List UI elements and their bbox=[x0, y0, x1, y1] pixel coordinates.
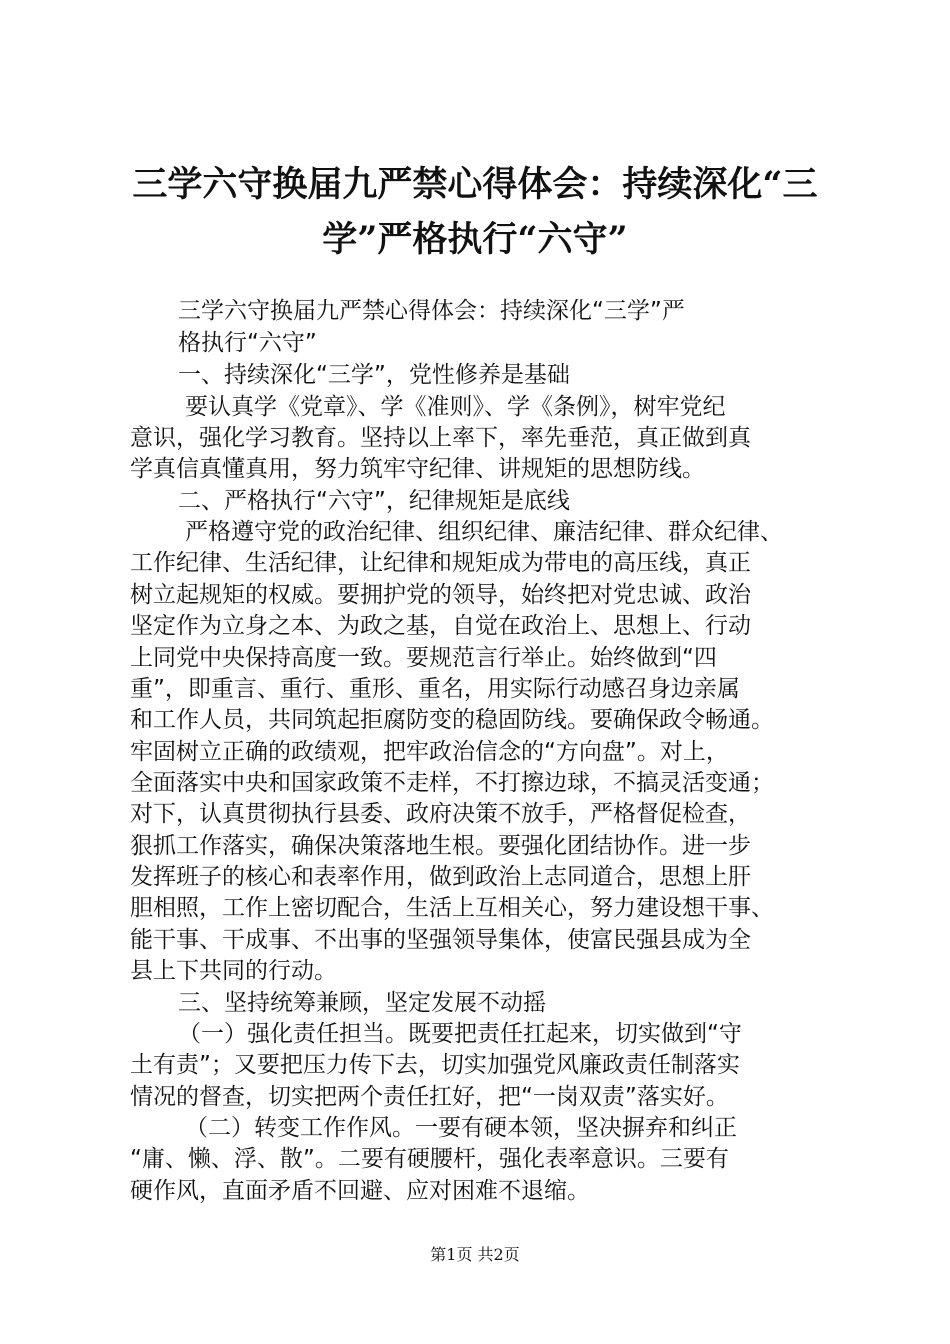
section-heading-1: 一、持续深化“三学”，党性修养是基础 bbox=[178, 362, 570, 388]
paragraph-line: 牢固树立正确的政绩观，把牢政治信念的“方向盘”。对上， bbox=[130, 739, 729, 765]
paragraph-line: 情况的督查，切实把两个责任扛好，把“一岗双责”落实好。 bbox=[130, 1084, 729, 1110]
section-heading-3: 三、坚持统筹兼顾，坚定发展不动摇 bbox=[178, 990, 546, 1016]
paragraph-line: 发挥班子的核心和表率作用，做到政治上志同道合，思想上肝 bbox=[130, 864, 751, 890]
document-title-line-2: 学”严格执行“六守” bbox=[322, 219, 628, 260]
section-heading-2: 二、严格执行“六守”，纪律规矩是底线 bbox=[178, 488, 570, 514]
paragraph-line: 硬作风，直面矛盾不回避、应对困难不退缩。 bbox=[130, 1178, 590, 1204]
paragraph-line: 胆相照，工作上密切配合，生活上互相关心，努力建设想干事、 bbox=[130, 895, 774, 921]
paragraph-line: （一）强化责任担当。既要把责任扛起来，切实做到“守 bbox=[178, 1021, 742, 1047]
paragraph-line: 能干事、干成事、不出事的坚强领导集体，使富民强县成为全 bbox=[130, 927, 751, 953]
paragraph-line: 全面落实中央和国家政策不走样，不打擦边球，不搞灵活变通； bbox=[130, 770, 774, 796]
paragraph-line: 工作纪律、生活纪律，让纪律和规矩成为带电的高压线，真正 bbox=[130, 550, 751, 576]
paragraph-line: 意识，强化学习教育。坚持以上率下，率先垂范，真正做到真 bbox=[130, 425, 751, 451]
paragraph-line: 严格遵守党的政治纪律、组织纪律、廉洁纪律、群众纪律、 bbox=[185, 519, 783, 545]
paragraph-line: 上同党中央保持高度一致。要规范言行举止。始终做到“四 bbox=[130, 645, 717, 671]
intro-line: 格执行“六守” bbox=[178, 330, 317, 356]
paragraph-line: 树立起规矩的权威。要拥护党的领导，始终把对党忠诚、政治 bbox=[130, 582, 751, 608]
paragraph-line: 学真信真懂真用，努力筑牢守纪律、讲规矩的思想防线。 bbox=[130, 456, 705, 482]
paragraph-line: 对下，认真贯彻执行县委、政府决策不放手，严格督促检查， bbox=[130, 801, 751, 827]
paragraph-line: “庸、懒、浮、散”。二要有硬腰杆，强化表率意识。三要有 bbox=[130, 1146, 729, 1172]
page-number-footer: 第1页 共2页 bbox=[430, 1245, 520, 1264]
paragraph-line: 和工作人员，共同筑起拒腐防变的稳固防线。要确保政令畅通。 bbox=[130, 707, 774, 733]
paragraph-line: 狠抓工作落实，确保决策落地生根。要强化团结协作。进一步 bbox=[130, 833, 751, 859]
paragraph-line: （二）转变工作作风。一要有硬本领，坚决摒弃和纠正 bbox=[185, 1115, 737, 1141]
paragraph-line: 县上下共同的行动。 bbox=[130, 958, 337, 984]
paragraph-line: 土有责”；又要把压力传下去，切实加强党风廉政责任制落实 bbox=[130, 1052, 740, 1078]
paragraph-line: 坚定作为立身之本、为政之基，自觉在政治上、思想上、行动 bbox=[130, 613, 751, 639]
paragraph-line: 要认真学《党章》、学《准则》、学《条例》，树牢党纪 bbox=[185, 394, 726, 420]
document-title-line-1: 三学六守换届九严禁心得体会：持续深化“三 bbox=[132, 164, 818, 205]
intro-line: 三学六守换届九严禁心得体会：持续深化“三学”严 bbox=[178, 298, 685, 324]
paragraph-line: 重”，即重言、重行、重形、重名，用实际行动感召身边亲属 bbox=[130, 676, 740, 702]
